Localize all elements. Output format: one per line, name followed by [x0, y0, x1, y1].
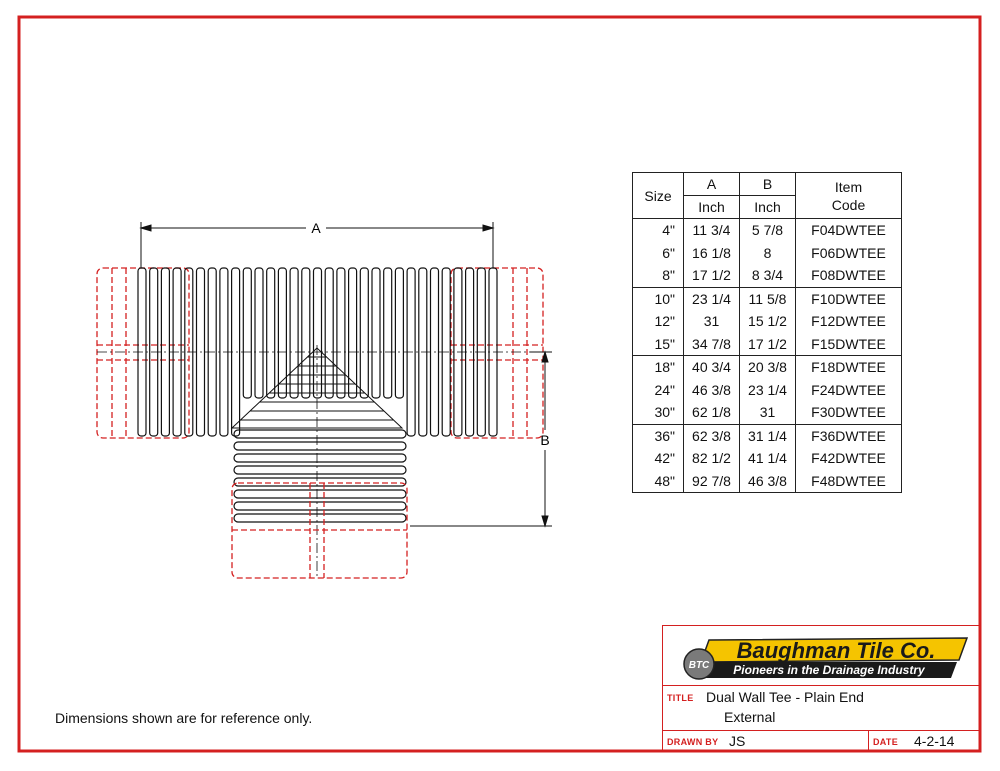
cell-b: 20 3/8 [740, 356, 796, 379]
drawn-by-label: DRAWN BY [667, 737, 719, 747]
header-b: B [740, 173, 796, 196]
cell-b: 15 1/2 [740, 310, 796, 333]
cell-code: F42DWTEE [796, 447, 902, 470]
logo-badge: BTC [688, 660, 710, 671]
cell-size: 36" [633, 424, 684, 447]
cell-b: 8 [740, 242, 796, 265]
cell-size: 15" [633, 333, 684, 356]
drawn-by-value: JS [729, 733, 746, 749]
size-group [633, 356, 902, 425]
tee-branch [234, 430, 406, 522]
cell-size: 42" [633, 447, 684, 470]
cell-size: 6" [633, 242, 684, 265]
cell-a: 34 7/8 [684, 333, 740, 356]
table-row [633, 242, 902, 265]
cell-a: 92 7/8 [684, 470, 740, 493]
cell-a: 11 3/4 [684, 219, 740, 242]
date-value: 4-2-14 [914, 733, 955, 749]
corrugation-rib [325, 268, 333, 398]
corrugation-rib [337, 268, 345, 398]
corrugation-rib [302, 268, 310, 398]
cell-b: 23 1/4 [740, 379, 796, 402]
cell-code: F48DWTEE [796, 470, 902, 493]
drawn-row [663, 730, 979, 751]
table-row [633, 356, 902, 379]
corrugation-rib [267, 268, 275, 398]
cell-size: 24" [633, 379, 684, 402]
cell-a: 40 3/4 [684, 356, 740, 379]
cell-a: 16 1/8 [684, 242, 740, 265]
table-row [633, 424, 902, 447]
cell-code: F08DWTEE [796, 264, 902, 287]
cell-size: 48" [633, 470, 684, 493]
cell-size: 12" [633, 310, 684, 333]
cell-code: F18DWTEE [796, 356, 902, 379]
table-row [633, 219, 902, 242]
corrugation-rib [234, 454, 406, 462]
table-row [633, 287, 902, 310]
corrugation-rib [372, 268, 380, 398]
spec-table [632, 172, 902, 493]
corrugation-rib [234, 466, 406, 474]
table-row [633, 447, 902, 470]
cell-code: F24DWTEE [796, 379, 902, 402]
cell-b: 31 1/4 [740, 424, 796, 447]
cell-code: F06DWTEE [796, 242, 902, 265]
left-coupler-dashed [97, 268, 189, 438]
size-group [633, 219, 902, 288]
cell-size: 30" [633, 401, 684, 424]
cell-size: 8" [633, 264, 684, 287]
header-code-top: Item [834, 178, 863, 195]
logo-company-name: Baughman Tile Co. [736, 638, 936, 663]
corrugation-rib [234, 430, 406, 438]
cell-a: 62 1/8 [684, 401, 740, 424]
cell-code: F04DWTEE [796, 219, 902, 242]
cell-b: 8 3/4 [740, 264, 796, 287]
title-block [662, 625, 980, 751]
cell-a: 82 1/2 [684, 447, 740, 470]
title-label: TITLE [667, 693, 694, 703]
corrugation-rib [234, 514, 406, 522]
dimension-a-label: A [311, 220, 321, 236]
corrugation-rib [234, 502, 406, 510]
title-line-1: Dual Wall Tee - Plain End [706, 689, 864, 705]
dimension-b-label: B [540, 432, 550, 448]
bottom-coupler-dashed [232, 483, 407, 578]
cell-code: F15DWTEE [796, 333, 902, 356]
logo-tagline: Pioneers in the Drainage Industry [733, 663, 925, 677]
corrugation-rib [255, 268, 263, 398]
table-row [633, 333, 902, 356]
cell-a: 31 [684, 310, 740, 333]
cell-size: 18" [633, 356, 684, 379]
cell-a: 46 3/8 [684, 379, 740, 402]
corrugation-rib [234, 490, 406, 498]
cell-b: 17 1/2 [740, 333, 796, 356]
header-a-unit: Inch [684, 196, 740, 219]
header-b-unit: Inch [740, 196, 796, 219]
corrugation-rib [290, 268, 298, 398]
cell-a: 62 3/8 [684, 424, 740, 447]
cell-code: F30DWTEE [796, 401, 902, 424]
table-row [633, 401, 902, 424]
corrugation-rib [234, 478, 406, 486]
cell-a: 23 1/4 [684, 287, 740, 310]
header-code [796, 173, 902, 219]
cell-b: 11 5/8 [740, 287, 796, 310]
corrugation-rib [314, 268, 322, 398]
header-size: Size [633, 173, 684, 219]
corrugation-rib [360, 268, 368, 398]
cell-a: 17 1/2 [684, 264, 740, 287]
cell-code: F10DWTEE [796, 287, 902, 310]
cell-b: 41 1/4 [740, 447, 796, 470]
title-line-2: External [724, 709, 776, 725]
size-group [633, 287, 902, 356]
size-group [633, 424, 902, 493]
cell-b: 46 3/8 [740, 470, 796, 493]
table-row [633, 264, 902, 287]
cell-size: 4" [633, 219, 684, 242]
header-a: A [684, 173, 740, 196]
table-row [633, 470, 902, 493]
header-code-bottom: Code [831, 196, 866, 213]
cell-code: F36DWTEE [796, 424, 902, 447]
cell-size: 10" [633, 287, 684, 310]
corrugation-rib [384, 268, 392, 398]
table-row [633, 310, 902, 333]
corrugation-rib [234, 442, 406, 450]
table-row [633, 379, 902, 402]
cell-b: 5 7/8 [740, 219, 796, 242]
corrugation-rib [395, 268, 403, 398]
title-block-divider [868, 731, 869, 751]
date-label: DATE [873, 737, 899, 747]
dimension-b [410, 352, 552, 526]
cell-code: F12DWTEE [796, 310, 902, 333]
company-logo [671, 630, 971, 684]
corrugation-rib [243, 268, 251, 398]
reference-note: Dimensions shown are for reference only. [55, 710, 313, 726]
cell-b: 31 [740, 401, 796, 424]
